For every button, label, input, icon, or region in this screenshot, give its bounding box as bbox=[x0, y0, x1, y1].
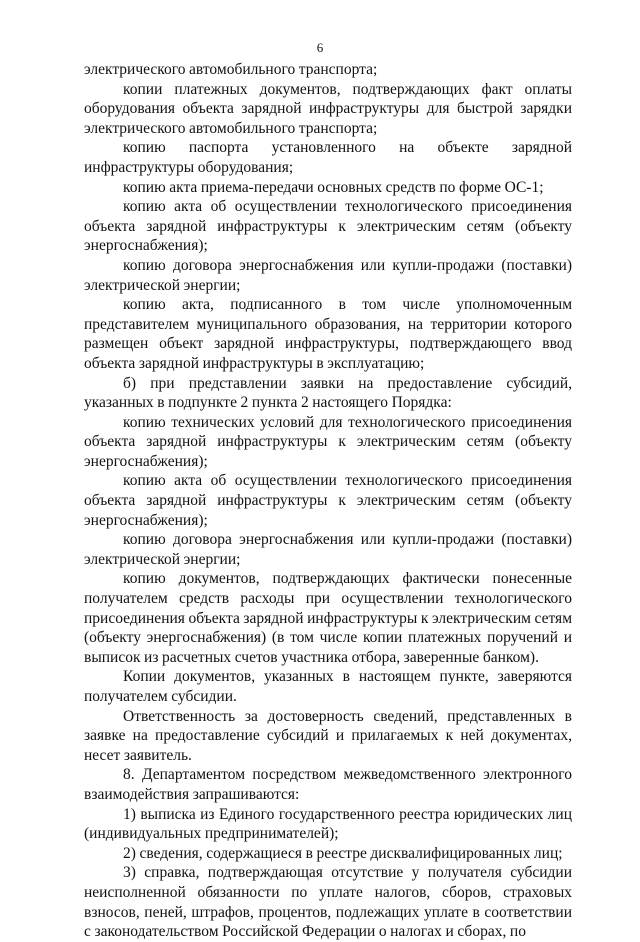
paragraph: б) при представлении заявки на предоставление субсидий, указанных в подпункте 2 пункта 2 настоящего Порядка: bbox=[84, 374, 572, 412]
paragraph: копию паспорта установленного на объекте зарядной инфраструктуры оборудования; bbox=[84, 139, 572, 176]
paragraph: Копии документов, указанных в настоящем пункте, заверяются получателем субсидии. bbox=[84, 668, 572, 705]
paragraph: 1) выписка из Единого государственного реестра юридических лиц (индивидуальных предпринимателей); bbox=[84, 805, 572, 843]
paragraph: копию договора энергоснабжения или купли-продажи (поставки) электрической энергии; bbox=[84, 256, 572, 294]
paragraph: копию договора энергоснабжения или купли-продажи (поставки) электрической энергии; bbox=[84, 531, 572, 568]
paragraph: копию акта приема-передачи основных средств по форме ОС-1; bbox=[123, 178, 544, 196]
paragraph: копию акта об осуществлении технологического присоединения объекта зарядной инфраструктуры к электрическим сетям (объекту энергоснабжения); bbox=[84, 198, 572, 255]
paragraph: Ответственность за достоверность сведений, представленных в заявке на предоставление субсидий и прилагаемых к ней документах, несет заявитель. bbox=[84, 707, 572, 764]
paragraph: копию акта об осуществлении технологического присоединения объекта зарядной инфраструктуры к электрическим сетям (объекту энергоснабжения); bbox=[84, 472, 572, 529]
paragraph: 2) сведения, содержащиеся в реестре дисквалифицированных лиц; bbox=[123, 844, 563, 862]
paragraph: копию технических условий для технологического присоединения объекта зарядной инфраструктуры к электрическим сетям (объекту энергоснабжения); bbox=[84, 413, 572, 470]
paragraph: электрического автомобильного транспорта; bbox=[84, 61, 378, 78]
document-body bbox=[84, 60, 572, 942]
page-number: 6 bbox=[316, 40, 324, 55]
paragraph: 8. Департаментом посредством межведомственного электронного взаимодействия запрашиваются: bbox=[84, 766, 572, 803]
paragraph: копию акта, подписанного в том числе уполномоченным представителем муниципального образования, на территории которого размещен объект зарядной инфраструктуры, подтверждающего ввод объекта зарядной инфраструктуры в эксплуатацию; bbox=[84, 296, 572, 372]
paragraph: копию документов, подтверждающих фактически понесенные получателем средств расходы при осуществлении технологического присоединения объекта зарядной инфраструктуры к электрическим сетям (объекту энергоснабжения) (в том числе копии платежных поручений и выписок из расчетных счетов участника отбора, заверенные банком). bbox=[84, 570, 572, 666]
paragraph: копии платежных документов, подтверждающих факт оплаты оборудования объекта зарядной инфраструктуры для быстрой зарядки электрического автомобильного транспорта; bbox=[84, 80, 572, 137]
paragraph: 3) справка, подтверждающая отсутствие у получателя субсидии неисполненной обязанности по уплате налогов, сборов, страховых взносов, пеней, штрафов, процентов, подлежащих уплате в соответствии с законодательством Российской Федерации о налогах и сборах, по bbox=[84, 864, 572, 941]
